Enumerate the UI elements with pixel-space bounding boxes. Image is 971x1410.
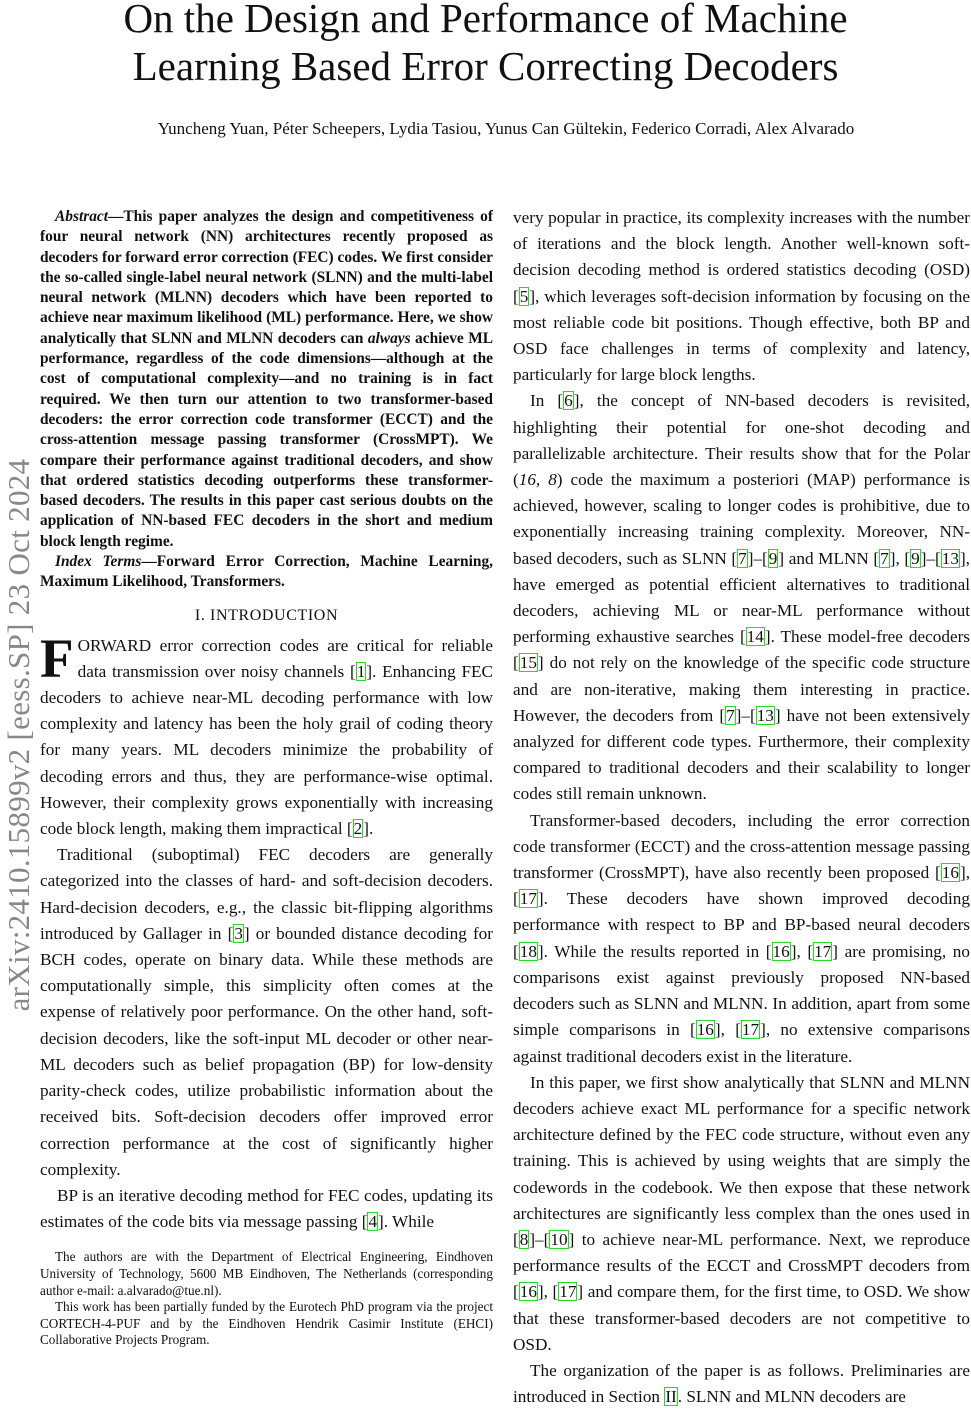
citation-link[interactable]: 16 (519, 1282, 537, 1302)
citation-link[interactable]: 2 (353, 819, 363, 839)
citation-link[interactable]: 13 (941, 548, 959, 568)
title-line: Learning Based Error Correcting Decoders (132, 43, 839, 89)
footnote: The authors are with the Department of Electrical Engineering, Eindhoven University of Technology, 5600 MB Eindhoven, The Netherlands (corresponding author e-mail: a.alvarado@tue.nl). (40, 1249, 493, 1298)
abstract-text: achieve ML performance, regardless of the code dimensions—although at the cost of computational complexity—and no training is in fact required. We then turn our attention to two transformer-based decoders: the error correction code transformer (ECCT) and the cross-attention message passing transformer (CrossMPT). We compare their performance against traditional decoders, and show that ordered statistics decoding outperforms these transformer-based decoders. The results in this paper cast serious doubts on the application of NN-based FEC decoders in the short and medium block length regime. (40, 329, 493, 550)
right-column-body (513, 205, 970, 1410)
citation-link[interactable]: 6 (564, 391, 573, 411)
citation-link[interactable]: 7 (880, 548, 889, 568)
paragraph: Transformer-based decoders, including the error correction code transformer (ECCT) and the cross-attention message passing transformer (CrossMPT), have also recently been proposed [16], [17]. These decoders have shown improved decoding performance with respect to BP and BP-based neural decoders [18]. While the results reported in [16], [17] are promising, no comparisons exist against previously proposed NN-based decoders such as SLNN and MLNN. In addition, apart from some simple comparisons in [16], [17], no extensive comparisons against traditional decoders exist in the literature. (513, 810, 970, 1066)
abstract-text: —This paper analyzes the design and competitiveness of four neural network (NN) architectures recently proposed as decoders for forward error correction (FEC) codes. We first consider the so-called single-label neural network (SLNN) and the multi-label neural network (MLNN) decoders which have been reported to achieve near maximum likelihood (ML) performance. Here, we show analytically that SLNN and MLNN decoders can (40, 208, 493, 347)
footnotes (40, 1249, 493, 1349)
citation-link[interactable]: 17 (814, 941, 832, 961)
citation-link[interactable]: 3 (234, 923, 243, 943)
citation-link[interactable]: 16 (941, 863, 959, 883)
citation-link[interactable]: 14 (746, 627, 764, 647)
paragraph: Traditional (suboptimal) FEC decoders are generally categorized into the classes of hard- and soft-decision decoders. Hard-decision decoders, e.g., the classic bit-flipping algorithms introduced by Gallager in [3] or bounded distance decoding for BCH codes, operate on binary data. While these methods are computationally simple, this simplicity often comes at the expense of relatively poor performance. On the other hand, soft-decision decoders, like the soft-input ML decoder or other near-ML decoders such as belief propagation (BP) for low-density parity-check codes, utilize probabilistic information about the received bits. Soft-decision decoders offer improved error correction performance at the cost of significantly higher complexity. (40, 845, 493, 1179)
citation-link[interactable]: 13 (756, 705, 774, 725)
section-link[interactable]: II (665, 1387, 677, 1407)
citation-link[interactable]: 7 (738, 548, 747, 568)
citation-link[interactable]: 17 (559, 1282, 577, 1302)
paragraph: very popular in practice, its complexity increases with the number of iterations and the block length. Another well-known soft-decision decoding method is ordered statistics decoding (OSD) [5], which leverages soft-decision information by focusing on the most reliable code bit positions. Though effective, both BP and OSD face challenges in terms of complexity and latency, particularly for large block lengths. (513, 208, 970, 385)
paragraph: In this paper, we first show analytically that SLNN and MLNN decoders achieve exact ML performance for a specific network architecture defined by the FEC code structure, without even any training. This is achieved by using weights that are simply the codewords in the codebook. We then expose that these network architectures are significantly less complex than the ones used in [8]–[10] to achieve near-ML performance. Next, we reproduce performance results of the ECCT and CrossMPT decoders from [16], [17] and compare them, for the first time, to OSD. We show that these transformer-based decoders are not competitive to OSD. (513, 1072, 970, 1354)
citation-link[interactable]: 15 (519, 653, 537, 673)
citation-link[interactable]: 16 (772, 941, 790, 961)
citation-link[interactable]: 10 (550, 1229, 568, 1249)
introduction-body (40, 627, 493, 1236)
citation-link[interactable]: 5 (519, 286, 529, 306)
citation-link[interactable]: 9 (911, 548, 920, 568)
citation-link[interactable]: 17 (741, 1020, 760, 1040)
paragraph: BP is an iterative decoding method for FEC codes, updating its estimates of the code bits via message passing [4]. While (40, 1185, 493, 1232)
author-list: Yuncheng Yuan, Péter Scheepers, Lydia Tasiou, Yunus Can Gültekin, Federico Corradi, Alex Alvarado (157, 119, 855, 138)
citation-link[interactable]: 1 (356, 661, 366, 681)
abstract (40, 207, 493, 593)
citation-link[interactable]: 17 (519, 889, 537, 909)
drop-cap: F (40, 627, 74, 689)
citation-link[interactable]: 16 (696, 1020, 714, 1040)
citation-link[interactable]: 4 (368, 1212, 378, 1232)
paragraph: In [6], the concept of NN-based decoders is revisited, highlighting their potential for one-shot decoding and parallelizable architecture. Their results show that for the Polar (16, 8) code the maximum a posteriori (MAP) performance is achieved, however, scaling to longer codes is prohibitive, due to exponentially increasing training complexity. Moreover, NN-based decoders, such as SLNN [7]–[9] and MLNN [7], [9]–[13], have emerged as potential efficient alternatives to traditional decoders, achieving ML or near-ML performance without performing exhaustive searches [14]. These model-free decoders [15] do not rely on the knowledge of the specific code structure and are non-iterative, making them interesting in practice. However, the decoders from [7]–[13] have not been extensively analyzed for different code types. Furthermore, their complexity compared to traditional decoders and their scalability to longer codes still remain unknown. (513, 391, 970, 804)
title-line: On the Design and Performance of Machine (123, 0, 848, 41)
arxiv-identifier: arXiv:2410.15899v2 [eess.SP] 23 Oct 2024 (1, 458, 36, 1012)
citation-link[interactable]: 9 (768, 548, 778, 568)
paragraph: The organization of the paper is as follows. Preliminaries are introduced in Section II. SLNN and MLNN decoders are (513, 1360, 970, 1407)
abstract-emphasis: always (367, 329, 411, 347)
citation-link[interactable]: 8 (519, 1229, 529, 1249)
index-terms: —Forward Error Correction, Machine Learning, Maximum Likelihood, Transformers. (40, 553, 493, 591)
paragraph: FORWARD error correction codes are critical for reliable data transmission over noisy channels [1]. Enhancing FEC decoders to achieve near-ML decoding performance with low complexity and latency has been the holy grail of coding theory for many years. ML decoders minimize the probability of decoding errors and thus, they are performance-wise optimal. However, their complexity grows exponentially with increasing code block length, making them impractical [2]. (40, 627, 493, 839)
abstract-label: Abstract (55, 208, 109, 225)
citation-link[interactable]: 18 (519, 941, 537, 961)
left-column (40, 207, 493, 1349)
footnote: This work has been partially funded by the Eurotech PhD program via the project CORTECH-4-PUF and by the Eindhoven Hendrik Casimir Institute (EHCI) Collaborative Projects Program. (40, 1299, 493, 1348)
section-heading: I. INTRODUCTION (194, 606, 339, 624)
citation-link[interactable]: 7 (726, 705, 735, 725)
paper-title (0, 0, 971, 90)
index-terms-label: Index Terms (55, 553, 142, 571)
